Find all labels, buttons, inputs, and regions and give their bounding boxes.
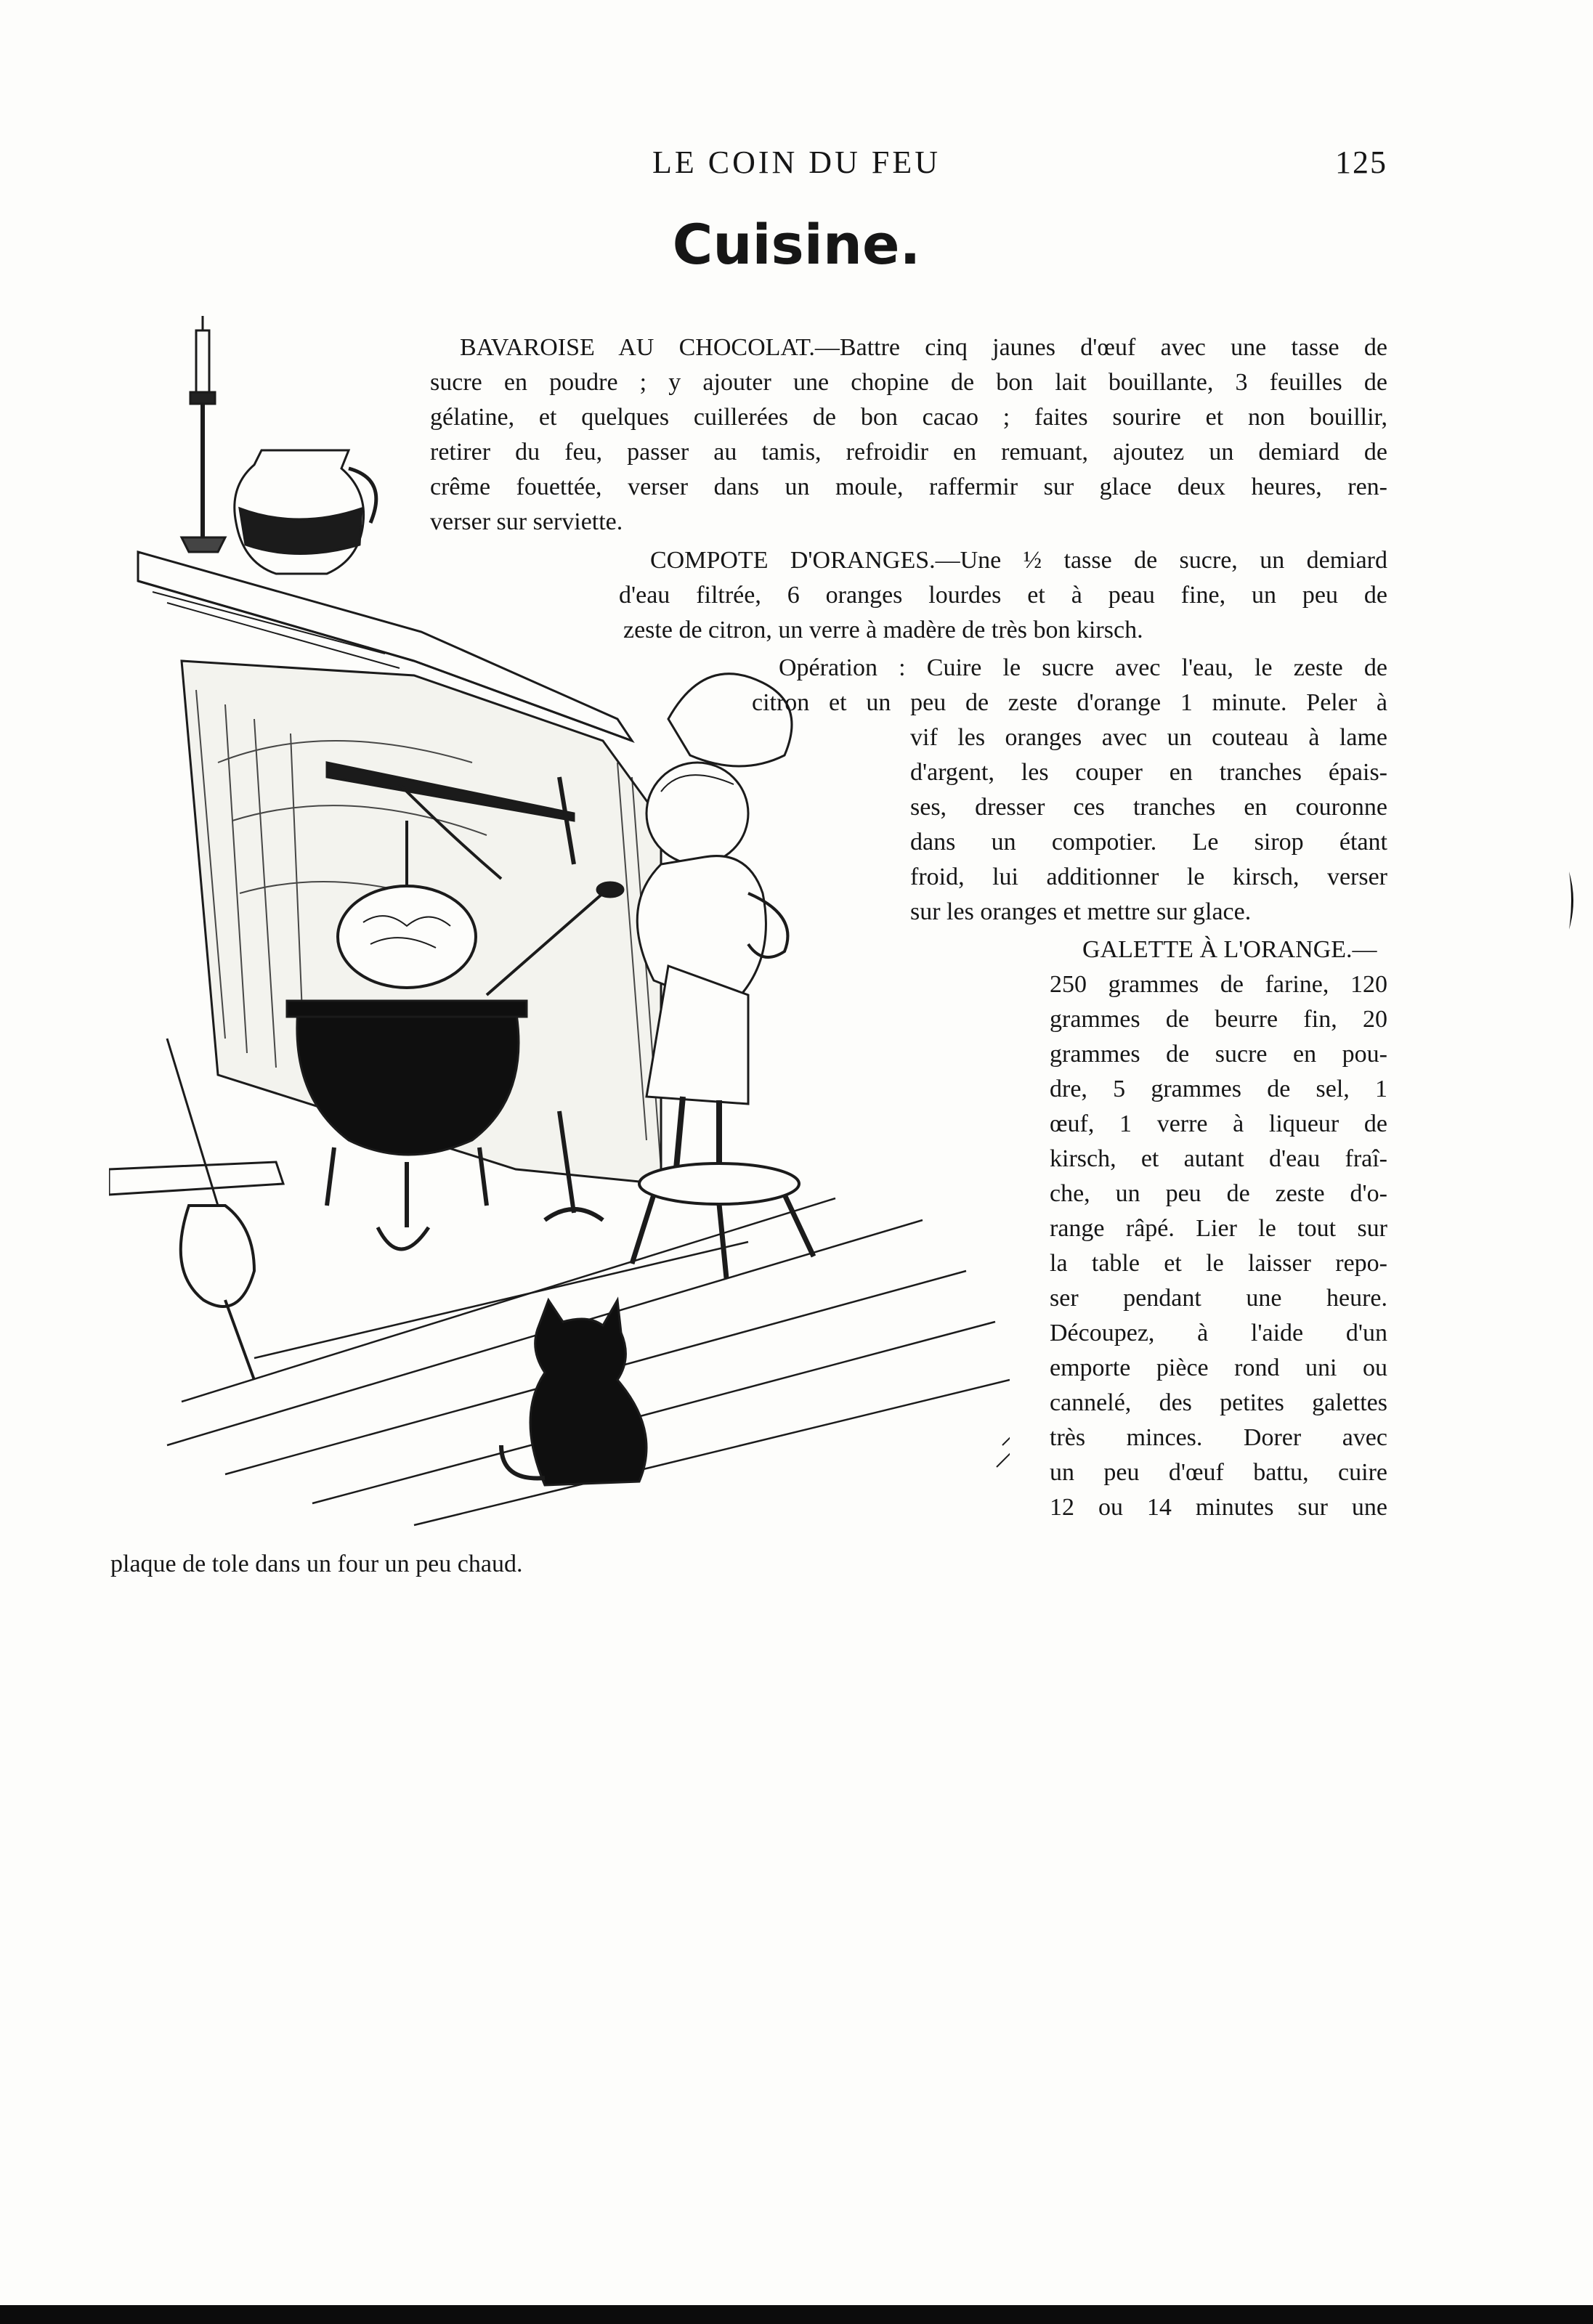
text-line: emporte pièce rond uni ou xyxy=(1050,1354,1387,1381)
text-line: Découpez, à l'aide d'un xyxy=(1050,1320,1387,1346)
text-line: ses, dresser ces tranches en couronne xyxy=(910,794,1387,821)
text-line: plaque de tole dans un four un peu chaud. xyxy=(110,1551,523,1577)
candle-icon xyxy=(182,316,225,552)
text-line: œuf, 1 verre à liqueur de xyxy=(1050,1110,1387,1137)
text-line: grammes de beurre fin, 20 xyxy=(1050,1006,1387,1033)
text-line: 250 grammes de farine, 120 xyxy=(1050,971,1387,998)
text-line: crême fouettée, verser dans un moule, raffermir sur glace deux heures, ren- xyxy=(430,474,1387,500)
text-line: che, un peu de zeste d'o- xyxy=(1050,1180,1387,1207)
text-line: d'argent, les couper en tranches épais- xyxy=(910,759,1387,786)
text-line: range râpé. Lier le tout sur xyxy=(1050,1215,1387,1242)
text-line: kirsch, et autant d'eau fraî- xyxy=(1050,1145,1387,1172)
text-line: COMPOTE D'ORANGES.—Une ½ tasse de sucre, un demiard xyxy=(650,547,1387,574)
page-number: 125 xyxy=(1335,145,1387,180)
text-line: dans un compotier. Le sirop étant xyxy=(910,829,1387,856)
text-line: citron et un peu de zeste d'orange 1 minute. Peler à xyxy=(752,689,1387,716)
bottom-scan-border xyxy=(0,2305,1593,2324)
text-line: grammes de sucre en pou- xyxy=(1050,1041,1387,1068)
running-title: LE COIN DU FEU xyxy=(652,145,941,180)
text-line: gélatine, et quelques cuillerées de bon cacao ; faites sourire et non bouillir, xyxy=(430,404,1387,431)
section-title: Cuisine. xyxy=(672,212,921,277)
text-line: très minces. Dorer avec xyxy=(1050,1424,1387,1451)
text-line: dre, 5 grammes de sel, 1 xyxy=(1050,1076,1387,1102)
pitcher-icon xyxy=(235,450,376,574)
running-header xyxy=(0,144,1593,187)
text-line: GALETTE À L'ORANGE.— xyxy=(1082,936,1377,963)
text-line: froid, lui additionner le kirsch, verser xyxy=(910,864,1387,890)
text-line: la table et le laisser repo- xyxy=(1050,1250,1387,1277)
text-line: ser pendant une heure. xyxy=(1050,1285,1387,1312)
text-line: vif les oranges avec un couteau à lame xyxy=(910,724,1387,751)
text-line: cannelé, des petites galettes xyxy=(1050,1389,1387,1416)
text-line: d'eau filtrée, 6 oranges lourdes et à peau fine, un peu de xyxy=(619,582,1387,609)
text-line: retirer du feu, passer au tamis, refroidir en remuant, ajoutez un demiard de xyxy=(430,439,1387,466)
text-line: verser sur serviette. xyxy=(430,508,623,535)
text-line: sur les oranges et mettre sur glace. xyxy=(910,898,1252,925)
text-line: un peu d'œuf battu, cuire xyxy=(1050,1459,1387,1486)
text-line: zeste de citron, un verre à madère de très bon kirsch. xyxy=(623,617,1143,643)
bellows-icon xyxy=(167,1039,254,1380)
text-line: Opération : Cuire le sucre avec l'eau, le zeste de xyxy=(779,654,1387,681)
text-line: 12 ou 14 minutes sur une xyxy=(1050,1494,1387,1521)
text-line: sucre en poudre ; y ajouter une chopine de bon lait bouillante, 3 feuilles de xyxy=(430,369,1387,396)
page-edge-mark xyxy=(1568,871,1578,930)
text-line: BAVAROISE AU CHOCOLAT.—Battre cinq jaunes d'œuf avec une tasse de xyxy=(460,334,1387,361)
